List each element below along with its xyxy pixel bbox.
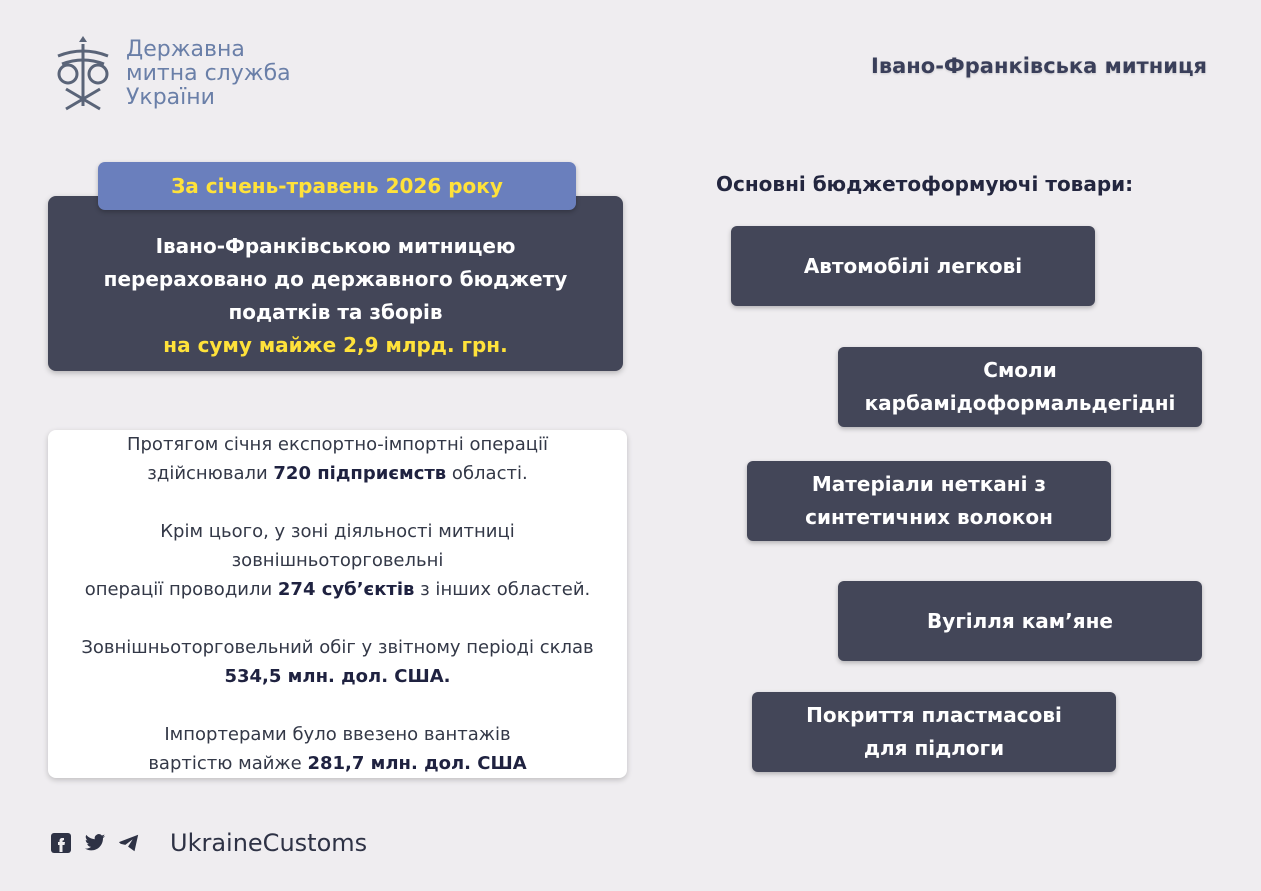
- info-text: [48, 459, 627, 488]
- info-text-part: вартістю майже: [148, 753, 308, 774]
- good-label: карбамідоформальдегідні: [864, 391, 1176, 415]
- telegram-icon[interactable]: [118, 832, 140, 854]
- trade-turnover: 534,5 млн. дол. США.: [224, 666, 451, 687]
- goods-title: Основні бюджетоформуючі товари:: [716, 172, 1134, 196]
- subjects-count: 274 суб’єктів: [277, 579, 415, 600]
- good-card-nonwovens: [747, 461, 1111, 541]
- footer-handle[interactable]: UkraineCustoms: [170, 829, 368, 857]
- customs-title: Івано-Франківська митниця: [871, 54, 1207, 78]
- logo-line: України: [126, 85, 215, 110]
- footer: [50, 826, 367, 860]
- good-card-coal: [838, 581, 1202, 661]
- customs-emblem-icon: [48, 34, 118, 114]
- logo-line: митна служба: [126, 61, 291, 86]
- good-label: Вугілля кам’яне: [927, 608, 1113, 633]
- good-card-floor-coverings: [752, 692, 1116, 772]
- info-text-part: області.: [446, 463, 528, 484]
- info-text: Імпортерами було ввезено вантажів: [164, 724, 511, 745]
- info-text: Зовнішньоторговельний обіг у звітному періоді склав: [81, 637, 594, 658]
- info-text: Крім цього, у зоні діяльності митниці: [160, 521, 515, 542]
- good-card-resins: [838, 347, 1202, 427]
- info-text: [48, 662, 627, 691]
- info-text: [48, 575, 627, 604]
- info-text: [48, 749, 627, 778]
- info-text-part: здійснювали: [147, 463, 274, 484]
- logo: [48, 34, 308, 114]
- summary-card: [48, 196, 623, 371]
- good-label: Смоли: [983, 358, 1057, 382]
- good-label: Автомобілі легкові: [803, 253, 1023, 278]
- facebook-icon[interactable]: [50, 832, 72, 854]
- info-text: зовнішньоторговельні: [231, 550, 444, 571]
- twitter-icon[interactable]: [84, 832, 106, 854]
- summary-highlight: на суму майже 2,9 млрд. грн.: [163, 333, 508, 357]
- good-label: Покриття пластмасові: [806, 703, 1062, 727]
- summary-line: Івано-Франківською митницею: [155, 234, 516, 258]
- good-label: Матеріали нетканi з: [811, 472, 1047, 496]
- period-label: За січень-травень 2026 року: [98, 162, 576, 210]
- logo-text: [126, 38, 291, 110]
- enterprises-count: 720 підприємств: [273, 463, 447, 484]
- good-label: для підлоги: [863, 736, 1005, 760]
- logo-line: Державна: [126, 37, 245, 62]
- good-label: синтетичних волокон: [805, 505, 1053, 529]
- summary-line: податків та зборів: [228, 300, 443, 324]
- good-card-cars: [731, 226, 1095, 306]
- info-text-part: з інших областей.: [414, 579, 591, 600]
- info-text: Протягом січня експортно-імпортні операції: [126, 434, 549, 455]
- import-value: 281,7 млн. дол. США: [307, 753, 527, 774]
- info-card: [48, 430, 627, 778]
- summary-text: [48, 230, 623, 362]
- summary-line: перераховано до державного бюджету: [103, 267, 568, 291]
- info-text-part: операції проводили: [84, 579, 278, 600]
